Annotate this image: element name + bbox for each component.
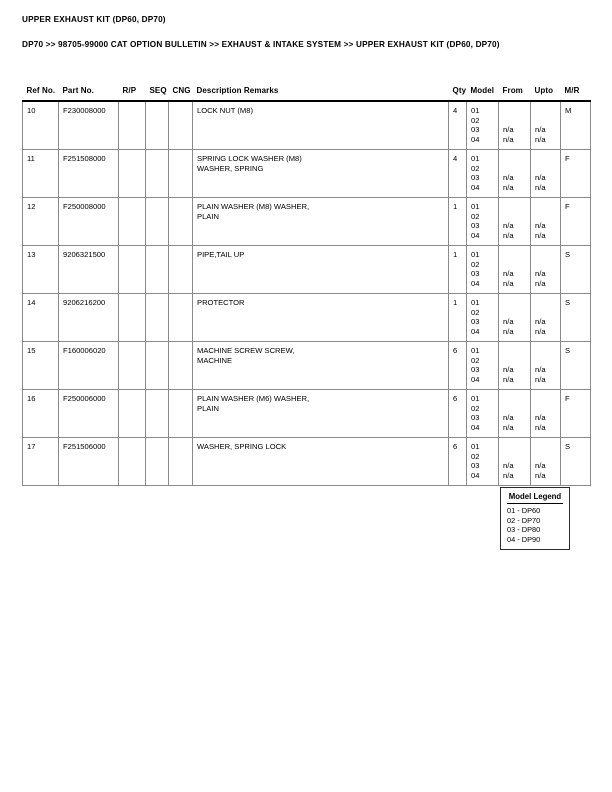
table-row (23, 101, 591, 150)
cell-upto-value: n/a (535, 413, 546, 423)
column-header-qty: Qty (452, 86, 467, 95)
cell-cng (169, 246, 193, 294)
column-header-description: Description Remarks (196, 86, 279, 95)
cell-upto-value (535, 346, 560, 356)
cell-upto-value: n/a (535, 173, 546, 183)
cell-upto (531, 438, 561, 486)
cell-mr: S (561, 246, 591, 294)
cell-from-value: n/a (503, 470, 514, 480)
breadcrumb: DP70 >> 98705-99000 CAT OPTION BULLETIN >> EXHAUST & INTAKE SYSTEM >> UPPER EXHAUST KIT (DP60, DP70) (22, 40, 500, 49)
cell-from (499, 150, 531, 198)
column-header-cng: CNG (172, 86, 191, 95)
cell-description (193, 198, 449, 246)
cell-cng (169, 294, 193, 342)
cell-description (193, 438, 449, 486)
cell-part-no: F230008000 (59, 101, 119, 150)
cell-seq (146, 390, 169, 438)
cell-upto (531, 342, 561, 390)
cell-from-value: n/a (503, 173, 514, 183)
cell-from-value (503, 356, 530, 366)
cell-upto-value (535, 202, 560, 212)
cell-upto-value: n/a (535, 182, 546, 192)
cell-model-value: 02 (471, 259, 480, 269)
cell-upto-value: n/a (535, 230, 546, 240)
cell-from-value (503, 164, 530, 174)
cell-upto-value (535, 452, 560, 462)
cell-model-value: 02 (471, 451, 480, 461)
cell-from-value (503, 212, 530, 222)
cell-qty: 4 (449, 150, 467, 198)
cell-ref-no: 14 (23, 294, 59, 342)
description-line: PIPE,TAIL UP (197, 250, 245, 259)
description-line: PLAIN (197, 211, 219, 221)
cell-upto-value: n/a (535, 326, 546, 336)
cell-cng (169, 390, 193, 438)
cell-ref-no: 10 (23, 101, 59, 150)
parts-table-head (23, 86, 591, 101)
cell-part-no: F250008000 (59, 198, 119, 246)
cell-upto (531, 246, 561, 294)
cell-rp (119, 150, 146, 198)
cell-model-value: 02 (471, 211, 480, 221)
cell-model-value: 01 (471, 202, 480, 211)
cell-model-value: 04 (471, 134, 480, 144)
table-row (23, 294, 591, 342)
cell-mr: S (561, 438, 591, 486)
cell-from-value: n/a (503, 413, 514, 423)
cell-from-value (503, 106, 530, 116)
cell-upto-value: n/a (535, 422, 546, 432)
cell-model-value: 04 (471, 422, 480, 432)
cell-upto (531, 198, 561, 246)
cell-from (499, 438, 531, 486)
cell-from-value (503, 260, 530, 270)
cell-model-value: 03 (471, 317, 480, 327)
column-header-seq: SEQ (149, 86, 167, 95)
cell-upto-value: n/a (535, 374, 546, 384)
column-header-part-no: Part No. (62, 86, 94, 95)
cell-from-value: n/a (503, 461, 514, 471)
column-header-rp: R/P (122, 86, 137, 95)
cell-model-value: 02 (471, 307, 480, 317)
cell-from-value: n/a (503, 365, 514, 375)
cell-model (467, 246, 499, 294)
cell-from (499, 294, 531, 342)
cell-from-value: n/a (503, 374, 514, 384)
cell-upto (531, 294, 561, 342)
cell-description (193, 342, 449, 390)
cell-upto-value: n/a (535, 278, 546, 288)
cell-qty: 6 (449, 390, 467, 438)
cell-upto-value (535, 154, 560, 164)
cell-from-value (503, 404, 530, 414)
cell-model-value: 01 (471, 250, 480, 259)
model-legend-title: Model Legend (507, 492, 563, 504)
cell-model (467, 294, 499, 342)
cell-model (467, 150, 499, 198)
cell-description (193, 294, 449, 342)
cell-seq (146, 294, 169, 342)
cell-model-value: 01 (471, 394, 480, 403)
cell-part-no: 9206216200 (59, 294, 119, 342)
description-line: PLAIN WASHER (M6) WASHER, (197, 394, 310, 403)
cell-qty: 4 (449, 101, 467, 150)
cell-ref-no: 12 (23, 198, 59, 246)
cell-ref-no: 17 (23, 438, 59, 486)
cell-mr: F (561, 390, 591, 438)
cell-upto-value: n/a (535, 461, 546, 471)
cell-model-value: 01 (471, 106, 480, 115)
cell-upto (531, 390, 561, 438)
cell-upto-value (535, 250, 560, 260)
cell-from-value (503, 394, 530, 404)
cell-upto (531, 150, 561, 198)
cell-upto-value (535, 404, 560, 414)
cell-cng (169, 342, 193, 390)
table-row (23, 150, 591, 198)
cell-model-value: 01 (471, 298, 480, 307)
cell-from-value: n/a (503, 134, 514, 144)
cell-model-value: 04 (471, 470, 480, 480)
cell-seq (146, 342, 169, 390)
cell-upto-value: n/a (535, 317, 546, 327)
cell-upto-value: n/a (535, 221, 546, 231)
cell-from-value (503, 346, 530, 356)
cell-cng (169, 150, 193, 198)
cell-from (499, 198, 531, 246)
cell-upto-value (535, 260, 560, 270)
cell-from-value: n/a (503, 317, 514, 327)
cell-model-value: 04 (471, 230, 480, 240)
cell-seq (146, 198, 169, 246)
cell-from-value: n/a (503, 269, 514, 279)
cell-from-value: n/a (503, 278, 514, 288)
cell-model (467, 342, 499, 390)
cell-cng (169, 198, 193, 246)
cell-upto-value (535, 308, 560, 318)
cell-model-value: 03 (471, 269, 480, 279)
cell-model (467, 101, 499, 150)
description-line: PLAIN (197, 403, 219, 413)
parts-table (22, 86, 591, 486)
cell-upto-value (535, 106, 560, 116)
cell-from (499, 342, 531, 390)
cell-from (499, 101, 531, 150)
cell-part-no: F250006000 (59, 390, 119, 438)
cell-from-value (503, 442, 530, 452)
description-line: LOCK NUT (M8) (197, 106, 253, 115)
cell-model-value: 04 (471, 182, 480, 192)
model-legend (500, 487, 570, 550)
cell-model-value: 04 (471, 278, 480, 288)
cell-upto (531, 101, 561, 150)
cell-model-value: 03 (471, 413, 480, 423)
cell-model-value: 04 (471, 374, 480, 384)
cell-from-value (503, 452, 530, 462)
column-header-from: From (502, 86, 523, 95)
model-legend-item: 03 - DP80 (507, 525, 541, 535)
cell-description (193, 390, 449, 438)
cell-from-value (503, 250, 530, 260)
cell-upto-value (535, 212, 560, 222)
cell-upto-value (535, 356, 560, 366)
cell-part-no: F251506000 (59, 438, 119, 486)
cell-qty: 1 (449, 246, 467, 294)
cell-description (193, 246, 449, 294)
cell-model-value: 02 (471, 355, 480, 365)
cell-ref-no: 13 (23, 246, 59, 294)
cell-ref-no: 11 (23, 150, 59, 198)
parts-table-header-row (23, 86, 591, 101)
cell-model-value: 02 (471, 115, 480, 125)
description-line: WASHER, SPRING (197, 163, 264, 173)
cell-model-value: 03 (471, 173, 480, 183)
cell-mr: S (561, 342, 591, 390)
column-header-model: Model (470, 86, 495, 95)
cell-rp (119, 101, 146, 150)
cell-model (467, 390, 499, 438)
model-legend-item: 01 - DP60 (507, 506, 541, 516)
model-legend-item: 04 - DP90 (507, 534, 541, 544)
cell-upto-value: n/a (535, 134, 546, 144)
parts-table-body (23, 101, 591, 486)
cell-upto-value: n/a (535, 269, 546, 279)
cell-from-value (503, 116, 530, 126)
table-row (23, 198, 591, 246)
cell-from-value (503, 202, 530, 212)
cell-mr: F (561, 150, 591, 198)
cell-seq (146, 150, 169, 198)
model-legend-items (507, 506, 563, 544)
cell-from (499, 246, 531, 294)
cell-model-value: 04 (471, 326, 480, 336)
cell-upto-value: n/a (535, 470, 546, 480)
column-header-upto: Upto (534, 86, 554, 95)
cell-seq (146, 101, 169, 150)
cell-rp (119, 294, 146, 342)
column-header-ref-no: Ref No. (26, 86, 56, 95)
cell-upto-value (535, 442, 560, 452)
cell-from-value (503, 308, 530, 318)
cell-qty: 1 (449, 294, 467, 342)
cell-cng (169, 438, 193, 486)
cell-model (467, 438, 499, 486)
cell-mr: S (561, 294, 591, 342)
description-line: PLAIN WASHER (M8) WASHER, (197, 202, 310, 211)
cell-qty: 1 (449, 198, 467, 246)
cell-upto-value: n/a (535, 365, 546, 375)
cell-rp (119, 390, 146, 438)
cell-rp (119, 342, 146, 390)
cell-model-value: 03 (471, 461, 480, 471)
cell-qty: 6 (449, 438, 467, 486)
cell-part-no: F160006020 (59, 342, 119, 390)
cell-model (467, 198, 499, 246)
description-line: SPRING LOCK WASHER (M8) (197, 154, 302, 163)
page-title: UPPER EXHAUST KIT (DP60, DP70) (22, 15, 166, 24)
cell-from-value: n/a (503, 221, 514, 231)
cell-cng (169, 101, 193, 150)
cell-seq (146, 438, 169, 486)
cell-rp (119, 246, 146, 294)
cell-upto-value (535, 116, 560, 126)
description-line: WASHER, SPRING LOCK (197, 442, 287, 451)
cell-from-value: n/a (503, 326, 514, 336)
cell-model-value: 03 (471, 221, 480, 231)
cell-model-value: 03 (471, 365, 480, 375)
cell-upto-value: n/a (535, 125, 546, 135)
cell-from-value: n/a (503, 422, 514, 432)
description-line: MACHINE (197, 355, 233, 365)
cell-model-value: 01 (471, 442, 480, 451)
table-row (23, 246, 591, 294)
cell-upto-value (535, 164, 560, 174)
table-row (23, 438, 591, 486)
cell-model-value: 03 (471, 125, 480, 135)
description-line: PROTECTOR (197, 298, 245, 307)
cell-description (193, 101, 449, 150)
cell-qty: 6 (449, 342, 467, 390)
cell-mr: M (561, 101, 591, 150)
cell-model-value: 02 (471, 403, 480, 413)
cell-seq (146, 246, 169, 294)
cell-rp (119, 438, 146, 486)
cell-model-value: 01 (471, 154, 480, 163)
cell-from (499, 390, 531, 438)
cell-ref-no: 15 (23, 342, 59, 390)
table-row (23, 390, 591, 438)
cell-from-value: n/a (503, 230, 514, 240)
cell-mr: F (561, 198, 591, 246)
cell-part-no: 9206321500 (59, 246, 119, 294)
cell-model-value: 01 (471, 346, 480, 355)
parts-table-container (22, 86, 590, 486)
cell-upto-value (535, 298, 560, 308)
cell-from-value (503, 154, 530, 164)
cell-description (193, 150, 449, 198)
description-line: MACHINE SCREW SCREW, (197, 346, 295, 355)
cell-ref-no: 16 (23, 390, 59, 438)
cell-part-no: F251508000 (59, 150, 119, 198)
model-legend-item: 02 - DP70 (507, 515, 541, 525)
table-row (23, 342, 591, 390)
cell-from-value: n/a (503, 182, 514, 192)
cell-rp (119, 198, 146, 246)
column-header-mr: M/R (564, 86, 580, 95)
cell-upto-value (535, 394, 560, 404)
cell-from-value (503, 298, 530, 308)
cell-from-value: n/a (503, 125, 514, 135)
cell-model-value: 02 (471, 163, 480, 173)
